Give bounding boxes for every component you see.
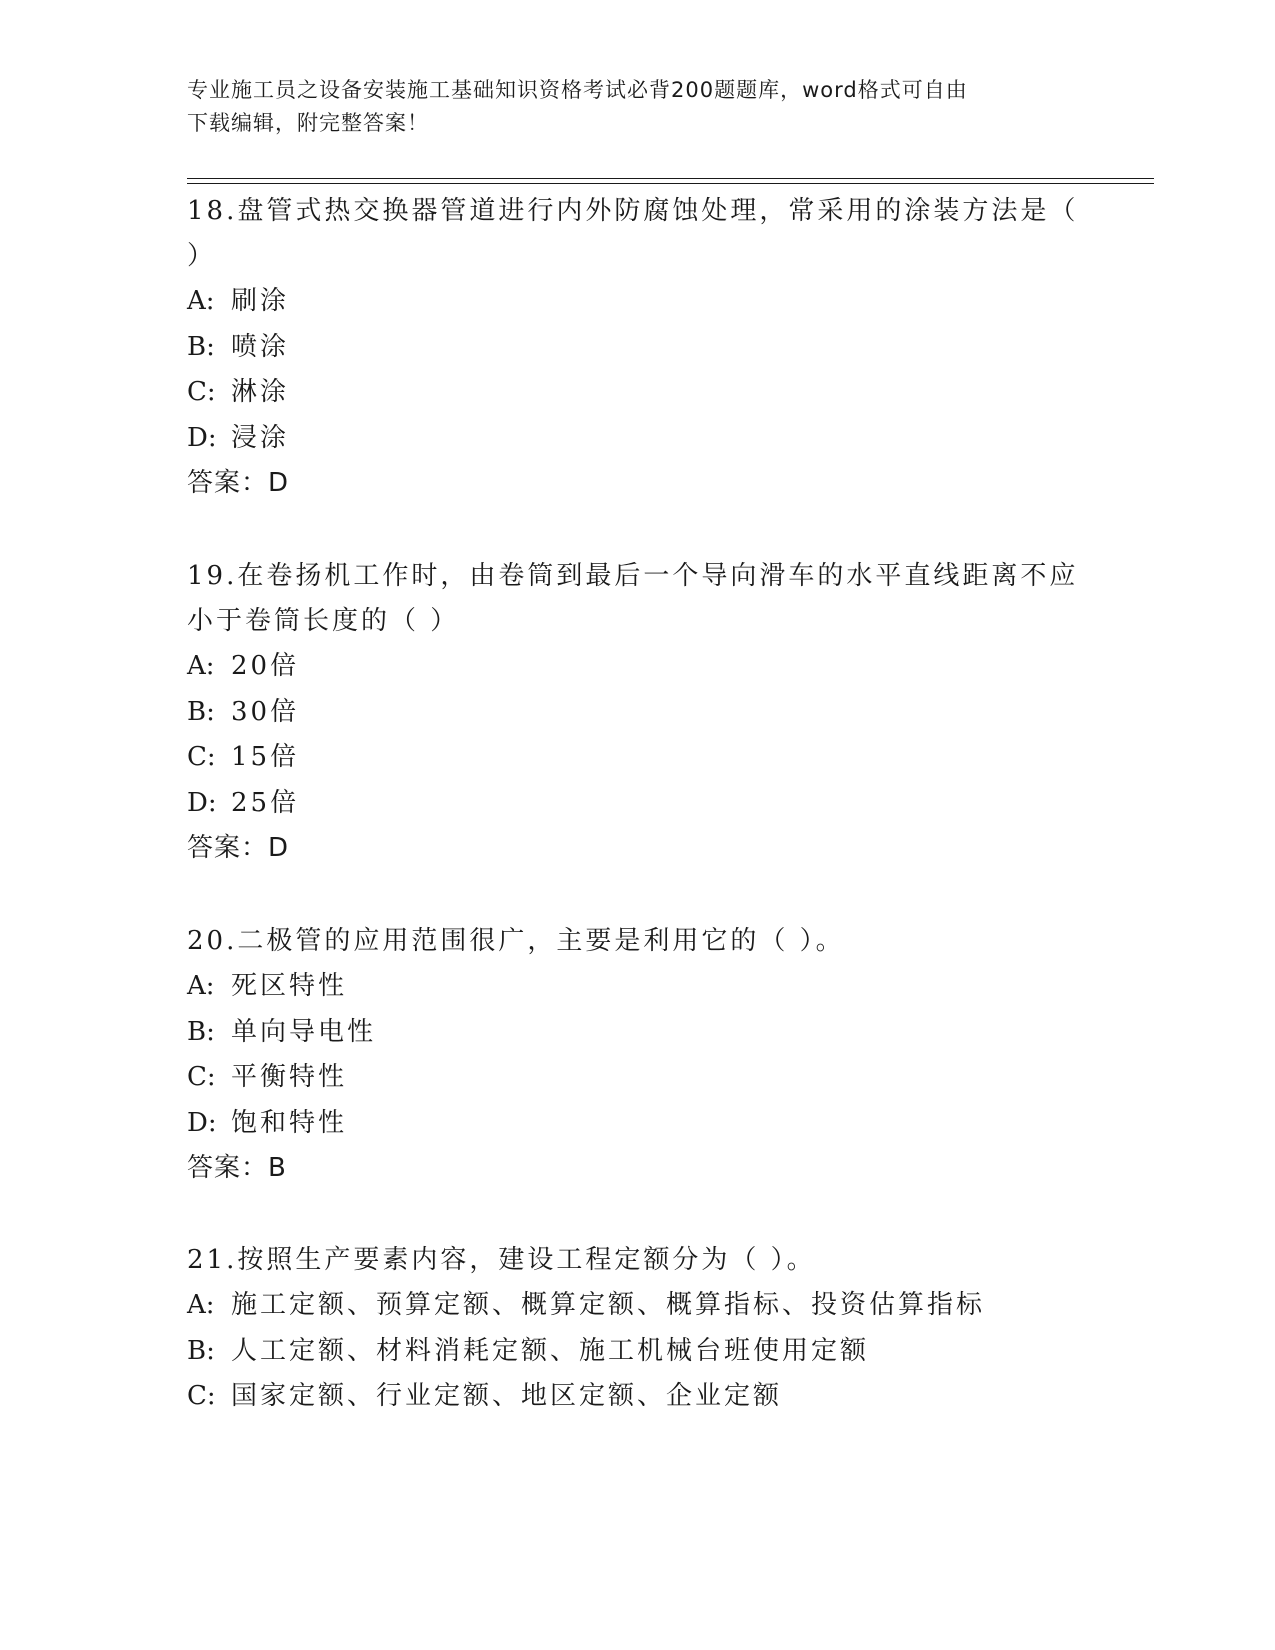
option-text: 死区特性 [231,971,348,1001]
question-text-line-2: 小于卷筒长度的（ ） [187,606,460,636]
option-text: 15倍 [231,742,300,772]
question-text-line-1: 盘管式热交换器管道进行内外防腐蚀处理，常采用的涂装方法是（ [237,196,1079,226]
option-text: 国家定额、行业定额、地区定额、企业定额 [231,1381,783,1411]
option-text: 淋涂 [231,377,290,407]
option-text: 25倍 [231,787,300,818]
option-key: B: [187,1335,215,1366]
option-key: B: [187,1016,215,1047]
option-text: 刷涂 [231,286,290,316]
header-divider-top [187,178,1154,179]
option-key: C: [187,377,216,407]
question-18 [187,189,1087,506]
header-line-1: 专业施工员之设备安装施工基础知识资格考试必背200题题库，word格式可自由 [187,78,968,102]
option-text: 20倍 [231,651,300,681]
option-c [187,735,1087,781]
question-number: 21. [187,1245,238,1275]
option-text: 喷涂 [231,331,290,362]
question-text-line-1: 在卷扬机工作时，由卷筒到最后一个导向滑车的水平直线距离不应 [237,561,1079,591]
question-stem [187,554,1087,599]
option-key: D: [187,1107,217,1138]
option-c [187,1374,1087,1420]
option-d [187,781,1087,827]
option-key: C: [187,1381,216,1411]
option-text: 浸涂 [231,422,290,453]
option-text: 单向导电性 [231,1016,377,1047]
option-b [187,1329,1087,1375]
option-key: D: [187,787,217,818]
question-19 [187,554,1087,871]
option-c [187,370,1087,416]
option-key: C: [187,1062,216,1092]
question-text-line-2: ） [187,241,217,271]
question-stem [187,1238,1087,1283]
option-a [187,964,1087,1010]
header-divider-bottom [187,183,1154,184]
option-key: C: [187,742,216,772]
question-number: 20. [187,926,238,956]
option-b [187,1010,1087,1056]
question-number: 18. [187,196,238,226]
question-stem [187,919,1087,964]
option-key: A: [187,286,215,316]
option-d [187,416,1087,462]
option-b [187,325,1087,371]
question-number: 19. [187,561,238,591]
option-text: 平衡特性 [231,1062,348,1092]
option-c [187,1055,1087,1101]
question-text-line-1: 按照生产要素内容，建设工程定额分为（ ）。 [237,1245,816,1275]
option-a [187,644,1087,690]
answer-line: 答案：D [187,468,290,498]
answer-line: 答案：D [187,833,290,863]
header-line-2: 下载编辑，附完整答案！ [187,111,429,135]
option-text: 30倍 [231,696,300,727]
option-d [187,1101,1087,1147]
option-key: B: [187,696,215,727]
question-text-line-1: 二极管的应用范围很广，主要是利用它的（ ）。 [237,926,845,956]
option-a [187,279,1087,325]
option-a [187,1283,1087,1329]
answer-line: 答案：B [187,1153,287,1183]
option-key: A: [187,971,215,1001]
question-21 [187,1238,1087,1420]
option-text: 人工定额、材料消耗定额、施工机械台班使用定额 [231,1335,870,1366]
question-20 [187,919,1087,1191]
document-header [187,74,1067,140]
option-key: B: [187,331,215,362]
option-text: 饱和特性 [231,1107,348,1138]
option-key: D: [187,422,217,453]
option-key: A: [187,651,215,681]
option-b [187,690,1087,736]
option-key: A: [187,1290,215,1320]
question-stem [187,189,1087,234]
option-text: 施工定额、预算定额、概算定额、概算指标、投资估算指标 [231,1290,986,1320]
